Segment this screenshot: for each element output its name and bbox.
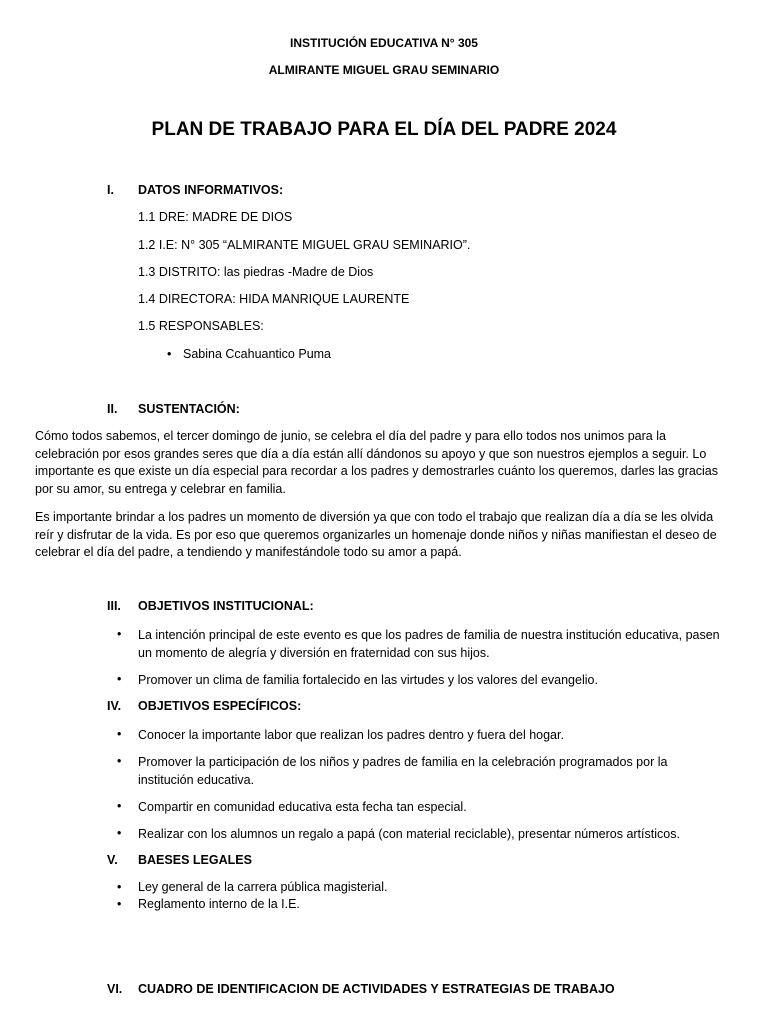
paragraph: Es importante brindar a los padres un momento de diversión ya que con todo el trabajo que realizan día a día se les olvida reír y disfrutar de la vida. Es por eso que queremos organizarles un homenaje donde niños y niñas manifiestan el deseo de celebrar el día del padre, a tendiendo y manifestándole todo su amor a papá.	[35, 510, 717, 560]
section-3-heading: OBJETIVOS INSTITUCIONAL:	[138, 599, 314, 613]
bullet-icon: •	[117, 672, 122, 686]
section-1-number: I.	[107, 183, 114, 197]
info-item: 1.5 RESPONSABLES:	[138, 319, 264, 333]
bullet-icon: •	[167, 347, 172, 361]
section-4-number: IV.	[107, 699, 122, 713]
responsible-name: Sabina Ccahuantico Puma	[183, 347, 332, 361]
bullet-icon: •	[117, 727, 122, 741]
section-1-heading: DATOS INFORMATIVOS:	[138, 183, 284, 197]
specific-objective-item: Promover la participación de los niños y padres de familia en la celebración programados por la institución educativa.	[138, 755, 668, 787]
section-3-number: III.	[107, 599, 121, 613]
section-2-heading: SUSTENTACIÓN:	[138, 402, 240, 416]
document-title: PLAN DE TRABAJO PARA EL DÍA DEL PADRE 2024	[151, 119, 617, 140]
section-4-heading: OBJETIVOS ESPECÍFICOS:	[138, 699, 302, 713]
section-6-number: VI.	[107, 982, 123, 996]
specific-objective-item: Conocer la importante labor que realizan los padres dentro y fuera del hogar.	[138, 728, 564, 742]
info-item: 1.1 DRE: MADRE DE DIOS	[138, 210, 293, 224]
objective-item: La intención principal de este evento es que los padres de familia de nuestra institución educativa, pasen un momento de alegría y diversión en fraternidad con sus hijos.	[138, 628, 720, 660]
paragraph: Cómo todos sabemos, el tercer domingo de junio, se celebra el día del padre y para ello todos nos unimos para la celebración por esos grandes seres que día a día están allí dándonos su apoyo y que son nuestros ejemplos a seguir. Lo importante es que existe un día especial para recordar a los padres y demostrarles cuánto los queremos, darles las gracias por su amor, su entrega y celebrar en familia.	[35, 429, 718, 497]
section-5-heading: BAESES LEGALES	[138, 853, 252, 867]
info-item: 1.4 DIRECTORA: HIDA MANRIQUE LAURENTE	[138, 292, 410, 306]
legal-base-item: Ley general de la carrera pública magisterial.	[138, 880, 388, 894]
bullet-icon: •	[117, 826, 122, 840]
institution-heading: INSTITUCIÓN EDUCATIVA N° 305	[290, 36, 478, 50]
section-2-number: II.	[107, 402, 118, 416]
specific-objective-item: Compartir en comunidad educativa esta fecha tan especial.	[138, 800, 467, 814]
school-name: ALMIRANTE MIGUEL GRAU SEMINARIO	[268, 63, 500, 77]
info-item: 1.2 I.E: N° 305 “ALMIRANTE MIGUEL GRAU SEMINARIO”.	[138, 238, 471, 252]
specific-objective-item: Realizar con los alumnos un regalo a papá (con material reciclable), presentar números artísticos.	[138, 827, 680, 841]
bullet-icon: •	[117, 627, 122, 641]
bullet-icon: •	[117, 880, 122, 894]
section-5-number: V.	[107, 853, 118, 867]
legal-base-item: Reglamento interno de la I.E.	[138, 897, 300, 911]
info-item: 1.3 DISTRITO: las piedras -Madre de Dios	[138, 265, 374, 279]
bullet-icon: •	[117, 754, 122, 768]
bullet-icon: •	[117, 897, 122, 911]
section-6-heading: CUADRO DE IDENTIFICACION DE ACTIVIDADES Y ESTRATEGIAS DE TRABAJO	[138, 982, 615, 996]
bullet-icon: •	[117, 799, 122, 813]
objective-item: Promover un clima de familia fortalecido en las virtudes y los valores del evangelio.	[138, 673, 598, 687]
